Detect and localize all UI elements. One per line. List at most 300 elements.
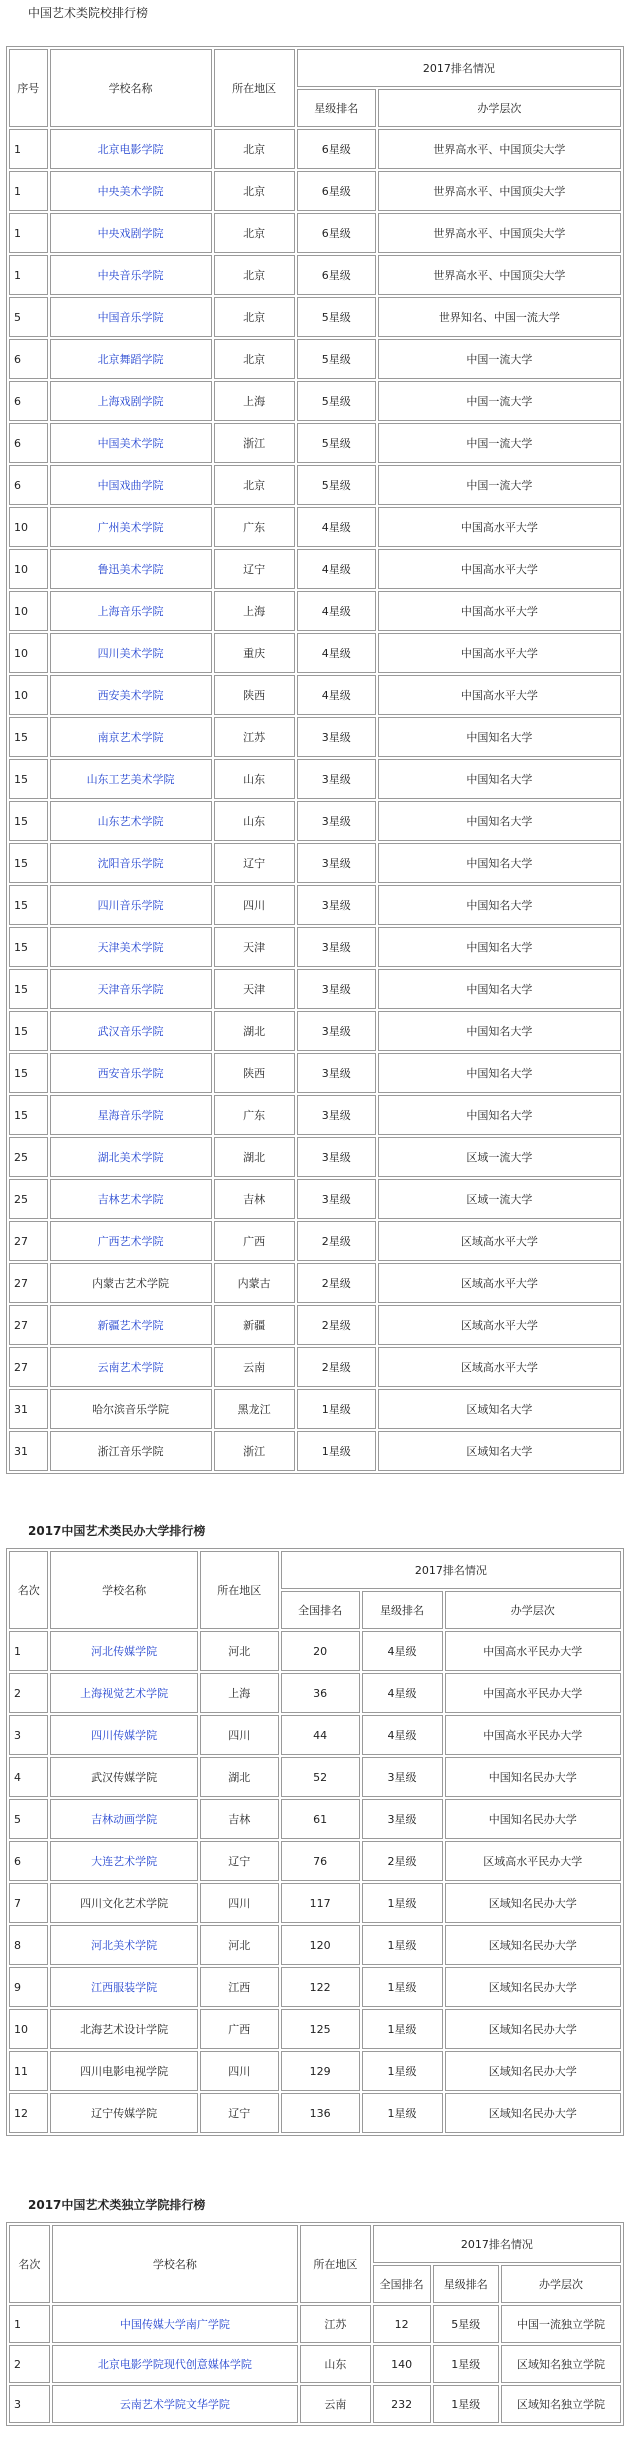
rank-cell: 1 [9,255,48,295]
table-row [9,1263,621,1303]
star-rank-cell: 3星级 [362,1799,443,1839]
national-rank-cell: 20 [281,1631,360,1671]
star-rank-cell: 1星级 [297,1389,376,1429]
header-rank: 名次 [9,2225,50,2303]
national-rank-cell: 61 [281,1799,360,1839]
table-row [9,129,621,169]
school-name-link[interactable]: 山东艺术学院 [50,801,212,841]
header-region: 所在地区 [200,1551,279,1629]
school-level-cell: 区域知名独立学院 [501,2345,621,2383]
national-rank-cell: 36 [281,1673,360,1713]
national-rank-cell: 125 [281,2009,360,2049]
star-rank-cell: 5星级 [297,465,376,505]
star-rank-cell: 3星级 [297,759,376,799]
table-row [9,1095,621,1135]
national-rank-cell: 122 [281,1967,360,2007]
school-name-link[interactable]: 西安美术学院 [50,675,212,715]
table-row [9,1389,621,1429]
header-school-name: 学校名称 [50,49,212,127]
school-name-link[interactable]: 山东工艺美术学院 [50,759,212,799]
school-name-link[interactable]: 江西服装学院 [50,1967,197,2007]
star-rank-cell: 2星级 [297,1305,376,1345]
school-name-link[interactable]: 中国音乐学院 [50,297,212,337]
star-rank-cell: 2星级 [297,1263,376,1303]
region-cell: 江苏 [300,2305,371,2343]
region-cell: 河北 [200,1925,279,1965]
region-cell: 吉林 [214,1179,295,1219]
table-row [9,2305,621,2343]
school-name-link[interactable]: 北京舞蹈学院 [50,339,212,379]
school-level-cell: 中国一流大学 [378,423,621,463]
school-level-cell: 中国高水平大学 [378,675,621,715]
rank-cell: 10 [9,591,48,631]
region-cell: 北京 [214,465,295,505]
school-name-link[interactable]: 上海音乐学院 [50,591,212,631]
school-name-link[interactable]: 西安音乐学院 [50,1053,212,1093]
region-cell: 重庆 [214,633,295,673]
rank-cell: 12 [9,2093,48,2133]
rank-cell: 11 [9,2051,48,2091]
school-name-link[interactable]: 武汉音乐学院 [50,1011,212,1051]
school-name-link[interactable]: 河北美术学院 [50,1925,197,1965]
table-row [9,759,621,799]
table3-title: 2017中国艺术类独立学院排行榜 [28,2198,206,2212]
table-row [9,801,621,841]
rank-cell: 3 [9,2385,50,2423]
school-name-link[interactable]: 云南艺术学院文华学院 [52,2385,298,2423]
region-cell: 北京 [214,297,295,337]
school-level-cell: 区域知名民办大学 [445,1883,621,1923]
rank-cell: 15 [9,717,48,757]
school-name-link[interactable]: 北京电影学院现代创意媒体学院 [52,2345,298,2383]
school-level-cell: 中国知名大学 [378,969,621,1009]
rank-cell: 7 [9,1883,48,1923]
rank-cell: 1 [9,213,48,253]
table-row [9,1305,621,1345]
header-national-rank: 全国排名 [281,1591,360,1629]
star-rank-cell: 1星级 [362,1883,443,1923]
region-cell: 浙江 [214,423,295,463]
school-name-link[interactable]: 天津美术学院 [50,927,212,967]
school-name-link[interactable]: 上海戏剧学院 [50,381,212,421]
table-row [9,549,621,589]
region-cell: 江苏 [214,717,295,757]
table-row [9,297,621,337]
school-name-link[interactable]: 云南艺术学院 [50,1347,212,1387]
national-rank-cell: 140 [373,2345,431,2383]
school-level-cell: 中国知名大学 [378,1053,621,1093]
region-cell: 云南 [300,2385,371,2423]
table-row [9,507,621,547]
table-row [9,1799,621,1839]
school-name-link[interactable]: 南京艺术学院 [50,717,212,757]
rank-cell: 6 [9,423,48,463]
header-school-level: 办学层次 [445,1591,621,1629]
school-name-link[interactable]: 大连艺术学院 [50,1841,197,1881]
region-cell: 湖北 [200,1757,279,1797]
table-row [9,843,621,883]
national-rank-cell: 120 [281,1925,360,1965]
star-rank-cell: 3星级 [297,801,376,841]
school-name-link[interactable]: 星海音乐学院 [50,1095,212,1135]
school-level-cell: 区域知名独立学院 [501,2385,621,2423]
table-row [9,717,621,757]
school-level-cell: 区域知名民办大学 [445,2009,621,2049]
national-rank-cell: 129 [281,2051,360,2091]
star-rank-cell: 1星级 [362,2009,443,2049]
national-rank-cell: 117 [281,1883,360,1923]
school-level-cell: 中国一流大学 [378,381,621,421]
table-row [9,1179,621,1219]
rank-cell: 27 [9,1221,48,1261]
star-rank-cell: 4星级 [297,675,376,715]
independent-art-college-ranking-table [6,2222,624,2426]
school-name-link[interactable]: 广西艺术学院 [50,1221,212,1261]
rank-cell: 15 [9,969,48,1009]
table-row [9,213,621,253]
school-name-link[interactable]: 四川美术学院 [50,633,212,673]
school-name-link[interactable]: 中央美术学院 [50,171,212,211]
rank-cell: 6 [9,1841,48,1881]
rank-cell: 15 [9,927,48,967]
rank-cell: 15 [9,1053,48,1093]
school-level-cell: 世界高水平、中国顶尖大学 [378,171,621,211]
rank-cell: 2 [9,1673,48,1713]
rank-cell: 6 [9,465,48,505]
table-row [9,255,621,295]
region-cell: 湖北 [214,1011,295,1051]
school-level-cell: 中国高水平民办大学 [445,1673,621,1713]
table-row [9,633,621,673]
table1-title: 中国艺术类院校排行榜 [28,6,149,20]
rank-cell: 31 [9,1431,48,1471]
header-school-level: 办学层次 [501,2265,621,2303]
school-name-link[interactable]: 上海视觉艺术学院 [50,1673,197,1713]
table-row [9,1967,621,2007]
school-level-cell: 中国高水平民办大学 [445,1715,621,1755]
rank-cell: 15 [9,843,48,883]
private-art-university-ranking-table [6,1548,624,2136]
art-university-ranking-table [6,46,624,1474]
rank-cell: 15 [9,885,48,925]
school-name-link[interactable]: 中国戏曲学院 [50,465,212,505]
school-name-link[interactable]: 吉林动画学院 [50,1799,197,1839]
star-rank-cell: 5星级 [297,423,376,463]
table-row [9,1757,621,1797]
school-level-cell: 世界知名、中国一流大学 [378,297,621,337]
region-cell: 江西 [200,1967,279,2007]
header-region: 所在地区 [300,2225,371,2303]
rank-cell: 27 [9,1347,48,1387]
region-cell: 黑龙江 [214,1389,295,1429]
star-rank-cell: 4星级 [362,1715,443,1755]
table-row [9,1011,621,1051]
region-cell: 陕西 [214,675,295,715]
school-name-link[interactable]: 北京电影学院 [50,129,212,169]
national-rank-cell: 136 [281,2093,360,2133]
school-name-link[interactable]: 吉林艺术学院 [50,1179,212,1219]
rank-cell: 1 [9,171,48,211]
table-row [9,1925,621,1965]
header-school-level: 办学层次 [378,89,621,127]
school-name-link[interactable]: 天津音乐学院 [50,969,212,1009]
star-rank-cell: 1星级 [362,2051,443,2091]
school-level-cell: 区域知名民办大学 [445,1967,621,2007]
header-school-name: 学校名称 [50,1551,197,1629]
region-cell: 北京 [214,213,295,253]
rank-cell: 27 [9,1263,48,1303]
star-rank-cell: 1星级 [362,2093,443,2133]
star-rank-cell: 4星级 [362,1673,443,1713]
school-name-link: 辽宁传媒学院 [50,2093,197,2133]
table-row [9,1137,621,1177]
rank-cell: 1 [9,129,48,169]
star-rank-cell: 5星级 [297,297,376,337]
header-star-rank: 星级排名 [433,2265,499,2303]
rank-cell: 6 [9,339,48,379]
region-cell: 山东 [214,759,295,799]
table-row [9,1673,621,1713]
rank-cell: 10 [9,507,48,547]
school-name-link[interactable]: 广州美术学院 [50,507,212,547]
region-cell: 云南 [214,1347,295,1387]
table-row [9,1883,621,1923]
star-rank-cell: 4星级 [297,507,376,547]
table-row [9,927,621,967]
school-level-cell: 区域知名民办大学 [445,2051,621,2091]
school-level-cell: 区域高水平民办大学 [445,1841,621,1881]
star-rank-cell: 1星级 [297,1431,376,1471]
school-name-link[interactable]: 中央戏剧学院 [50,213,212,253]
star-rank-cell: 3星级 [362,1757,443,1797]
region-cell: 辽宁 [200,2093,279,2133]
school-level-cell: 中国知名民办大学 [445,1799,621,1839]
table-row [9,1631,621,1671]
star-rank-cell: 6星级 [297,129,376,169]
rank-cell: 1 [9,2305,50,2343]
region-cell: 新疆 [214,1305,295,1345]
table-row [9,2009,621,2049]
rank-cell: 15 [9,759,48,799]
rank-cell: 5 [9,297,48,337]
rank-cell: 25 [9,1137,48,1177]
school-level-cell: 中国高水平大学 [378,591,621,631]
region-cell: 河北 [200,1631,279,1671]
school-level-cell: 区域一流大学 [378,1179,621,1219]
rank-cell: 10 [9,2009,48,2049]
region-cell: 广西 [200,2009,279,2049]
rank-cell: 15 [9,1095,48,1135]
header-2017-ranking: 2017排名情况 [281,1551,621,1589]
header-rank: 名次 [9,1551,48,1629]
table-row [9,1431,621,1471]
school-name-link[interactable]: 河北传媒学院 [50,1631,197,1671]
rank-cell: 10 [9,633,48,673]
national-rank-cell: 232 [373,2385,431,2423]
table-row [9,675,621,715]
star-rank-cell: 2星级 [297,1347,376,1387]
region-cell: 山东 [300,2345,371,2383]
star-rank-cell: 1星级 [362,1967,443,2007]
star-rank-cell: 1星级 [433,2385,499,2423]
rank-cell: 2 [9,2345,50,2383]
header-star-rank: 星级排名 [362,1591,443,1629]
school-name-link[interactable]: 沈阳音乐学院 [50,843,212,883]
national-rank-cell: 76 [281,1841,360,1881]
school-level-cell: 世界高水平、中国顶尖大学 [378,213,621,253]
school-level-cell: 中国高水平大学 [378,549,621,589]
region-cell: 广西 [214,1221,295,1261]
star-rank-cell: 3星级 [297,969,376,1009]
header-star-rank: 星级排名 [297,89,376,127]
school-level-cell: 世界高水平、中国顶尖大学 [378,255,621,295]
school-level-cell: 区域知名民办大学 [445,1925,621,1965]
table-row [9,2093,621,2133]
school-name-link[interactable]: 鲁迅美术学院 [50,549,212,589]
header-2017-ranking: 2017排名情况 [373,2225,621,2263]
table-row [9,423,621,463]
rank-cell: 15 [9,801,48,841]
school-level-cell: 中国知名大学 [378,1095,621,1135]
star-rank-cell: 3星级 [297,1137,376,1177]
school-name-link[interactable]: 中国传媒大学南广学院 [52,2305,298,2343]
school-level-cell: 区域高水平大学 [378,1305,621,1345]
school-level-cell: 中国一流大学 [378,339,621,379]
school-level-cell: 区域知名大学 [378,1389,621,1429]
school-name-link[interactable]: 四川音乐学院 [50,885,212,925]
school-name-link[interactable]: 四川传媒学院 [50,1715,197,1755]
school-level-cell: 中国高水平大学 [378,633,621,673]
school-name-link: 四川文化艺术学院 [50,1883,197,1923]
region-cell: 四川 [200,1883,279,1923]
rank-cell: 5 [9,1799,48,1839]
star-rank-cell: 5星级 [433,2305,499,2343]
school-level-cell: 中国一流大学 [378,465,621,505]
rank-cell: 4 [9,1757,48,1797]
school-name-link: 武汉传媒学院 [50,1757,197,1797]
school-name-link: 浙江音乐学院 [50,1431,212,1471]
region-cell: 陕西 [214,1053,295,1093]
header-region: 所在地区 [214,49,295,127]
star-rank-cell: 3星级 [297,1011,376,1051]
star-rank-cell: 4星级 [362,1631,443,1671]
region-cell: 浙江 [214,1431,295,1471]
region-cell: 吉林 [200,1799,279,1839]
school-level-cell: 区域高水平大学 [378,1347,621,1387]
school-name-link[interactable]: 中国美术学院 [50,423,212,463]
region-cell: 上海 [214,591,295,631]
rank-cell: 27 [9,1305,48,1345]
region-cell: 辽宁 [200,1841,279,1881]
star-rank-cell: 1星级 [362,1925,443,1965]
star-rank-cell: 3星级 [297,1095,376,1135]
table-row [9,1841,621,1881]
region-cell: 辽宁 [214,843,295,883]
table-row [9,2345,621,2383]
star-rank-cell: 4星级 [297,591,376,631]
rank-cell: 10 [9,675,48,715]
star-rank-cell: 3星级 [297,717,376,757]
region-cell: 广东 [214,507,295,547]
region-cell: 北京 [214,129,295,169]
region-cell: 山东 [214,801,295,841]
header-school-name: 学校名称 [52,2225,298,2303]
table-row [9,465,621,505]
region-cell: 四川 [214,885,295,925]
school-level-cell: 中国知名大学 [378,759,621,799]
header-2017-ranking: 2017排名情况 [297,49,621,87]
region-cell: 四川 [200,1715,279,1755]
national-rank-cell: 12 [373,2305,431,2343]
school-name-link[interactable]: 中央音乐学院 [50,255,212,295]
star-rank-cell: 6星级 [297,255,376,295]
school-level-cell: 区域高水平大学 [378,1263,621,1303]
table-row [9,2051,621,2091]
school-name-link: 哈尔滨音乐学院 [50,1389,212,1429]
star-rank-cell: 4星级 [297,633,376,673]
region-cell: 上海 [214,381,295,421]
school-level-cell: 中国知名大学 [378,927,621,967]
region-cell: 上海 [200,1673,279,1713]
star-rank-cell: 3星级 [297,843,376,883]
region-cell: 湖北 [214,1137,295,1177]
region-cell: 内蒙古 [214,1263,295,1303]
region-cell: 北京 [214,255,295,295]
rank-cell: 31 [9,1389,48,1429]
school-level-cell: 中国高水平民办大学 [445,1631,621,1671]
rank-cell: 8 [9,1925,48,1965]
rank-cell: 25 [9,1179,48,1219]
region-cell: 天津 [214,927,295,967]
star-rank-cell: 6星级 [297,171,376,211]
region-cell: 四川 [200,2051,279,2091]
table2-title: 2017中国艺术类民办大学排行榜 [28,1524,206,1538]
school-level-cell: 中国知名大学 [378,843,621,883]
school-level-cell: 中国高水平大学 [378,507,621,547]
school-level-cell: 中国知名大学 [378,885,621,925]
star-rank-cell: 3星级 [297,885,376,925]
table-row [9,885,621,925]
region-cell: 北京 [214,339,295,379]
school-level-cell: 中国知名大学 [378,717,621,757]
national-rank-cell: 44 [281,1715,360,1755]
star-rank-cell: 3星级 [297,1053,376,1093]
table-row [9,2385,621,2423]
region-cell: 天津 [214,969,295,1009]
school-name-link: 北海艺术设计学院 [50,2009,197,2049]
table-row [9,1715,621,1755]
region-cell: 辽宁 [214,549,295,589]
star-rank-cell: 3星级 [297,927,376,967]
school-name-link[interactable]: 新疆艺术学院 [50,1305,212,1345]
table-row [9,339,621,379]
school-level-cell: 区域高水平大学 [378,1221,621,1261]
star-rank-cell: 5星级 [297,381,376,421]
rank-cell: 9 [9,1967,48,2007]
star-rank-cell: 2星级 [362,1841,443,1881]
school-level-cell: 区域知名民办大学 [445,2093,621,2133]
school-level-cell: 中国一流独立学院 [501,2305,621,2343]
table-row [9,1221,621,1261]
star-rank-cell: 3星级 [297,1179,376,1219]
region-cell: 广东 [214,1095,295,1135]
table-row [9,381,621,421]
table-row [9,1347,621,1387]
school-name-link[interactable]: 湖北美术学院 [50,1137,212,1177]
school-name-link: 内蒙古艺术学院 [50,1263,212,1303]
school-level-cell: 世界高水平、中国顶尖大学 [378,129,621,169]
school-level-cell: 区域知名大学 [378,1431,621,1471]
